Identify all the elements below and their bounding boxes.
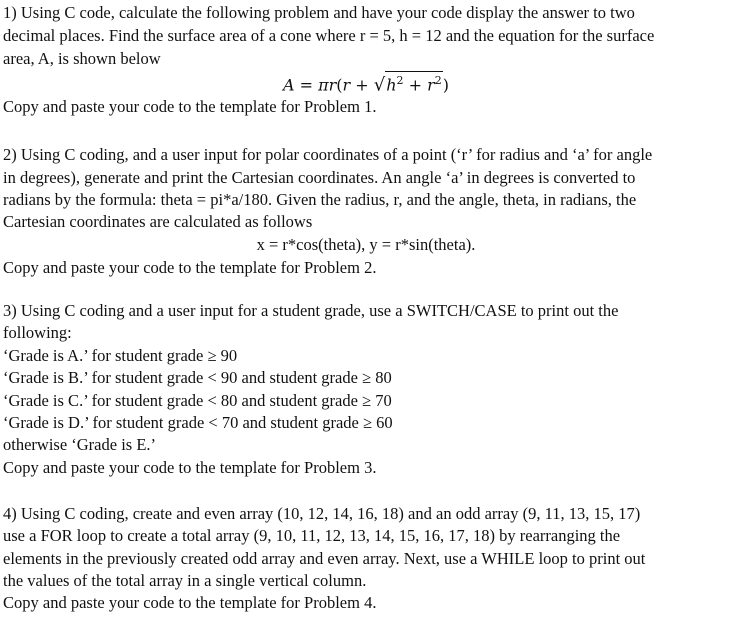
problem-1-line-2: decimal places. Find the surface area of a cone where r = 5, h = 12 and the equation for the surface [3, 26, 655, 45]
problem-2-line-4: Cartesian coordinates are calculated as follows [3, 212, 313, 231]
problem-4-line-3: elements in the previously created odd array and even array. Next, use a WHILE loop to print out [3, 549, 646, 568]
formula-sqrt [374, 71, 443, 96]
problem-1-line-3: area, A, is shown below [3, 49, 161, 68]
formula-r: r [342, 75, 351, 95]
problem-2-line-2: in degrees), generate and print the Cartesian coordinates. An angle ‘a’ in degrees is converted to [3, 168, 636, 187]
grade-rule-e: otherwise ‘Grade is E.’ [3, 435, 157, 454]
formula-plus: + [403, 75, 428, 95]
grade-rule-c: ‘Grade is C.’ for student grade < 80 and student grade ≥ 70 [3, 391, 392, 410]
formula-open-paren: ( [336, 75, 343, 95]
sqrt-radicand [385, 71, 443, 94]
problem-4-footer: Copy and paste your code to the template for Problem 4. [3, 593, 377, 612]
problem-1-line-1: 1) Using C code, calculate the following problem and have your code display the answer to two [3, 3, 635, 22]
grade-rule-b: ‘Grade is B.’ for student grade < 90 and student grade ≥ 80 [3, 368, 392, 387]
formula-pi: π [318, 75, 329, 95]
formula-h: h [386, 75, 397, 95]
cartesian-formula: x = r*cos(theta), y = r*sin(theta). [256, 235, 476, 254]
problem-2-line-3: radians by the formula: theta = pi*a/180. Given the radius, r, and the angle, theta, in radians, the [3, 190, 637, 209]
problem-3-line-2: following: [3, 323, 72, 342]
problem-2-footer: Copy and paste your code to the template for Problem 2. [3, 258, 377, 277]
formula-exponent: 2 [396, 74, 404, 87]
formula-close-paren: ) [442, 75, 450, 95]
formula-equals: = [294, 75, 319, 95]
grade-rule-a: ‘Grade is A.’ for student grade ≥ 90 [3, 346, 238, 365]
sqrt-symbol: √ [373, 74, 386, 96]
formula-lhs: A [282, 75, 295, 95]
problem-3-line-1: 3) Using C coding and a user input for a student grade, use a SWITCH/CASE to print out the [3, 301, 619, 320]
problem-2-line-1: 2) Using C coding, and a user input for polar coordinates of a point (‘r’ for radius and ‘a’ for angle [3, 145, 653, 164]
grade-rule-d: ‘Grade is D.’ for student grade < 70 and student grade ≥ 60 [3, 413, 393, 432]
problem-4-line-2: use a FOR loop to create a total array (9, 10, 11, 12, 13, 14, 15, 16, 17, 18) by rearranging the [3, 526, 621, 545]
formula-exponent: 2 [434, 74, 442, 87]
formula-r: r [427, 75, 435, 95]
cone-surface-area-formula [3, 71, 729, 96]
problem-4-line-4: the values of the total array in a single vertical column. [3, 571, 367, 590]
problem-4-line-1: 4) Using C coding, create and even array (10, 12, 14, 16, 18) and an odd array (9, 11, 13, 15, 17) [3, 504, 641, 523]
formula-plus: + [350, 75, 374, 95]
problem-1-footer: Copy and paste your code to the template for Problem 1. [3, 97, 377, 116]
problem-3-footer: Copy and paste your code to the template for Problem 3. [3, 458, 377, 477]
formula-r: r [328, 75, 337, 95]
